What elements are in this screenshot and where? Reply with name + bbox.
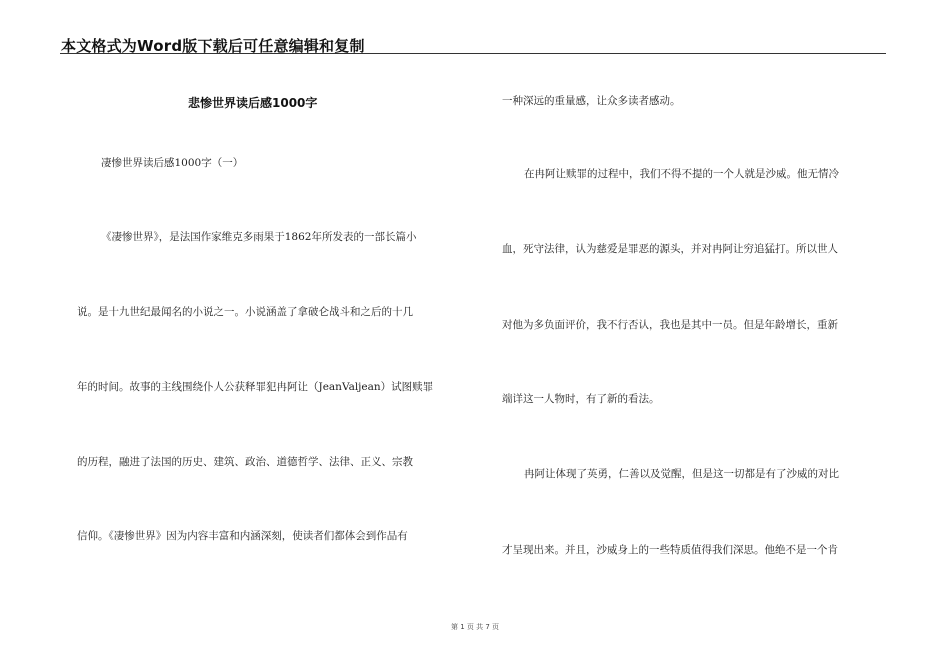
paragraph-line: 在冉阿让赎罪的过程中，我们不得不提的一个人就是沙威。他无情冷 [524,168,839,180]
paragraph-line: 说。是十九世纪最闻名的小说之一。小说涵盖了拿破仑战斗和之后的十几 [77,306,413,318]
paragraph-line: 对他为多负面评价，我不行否认，我也是其中一员。但是年龄增长，重新 [502,319,838,331]
paragraph-line: 《凄惨世界》，是法国作家维克多雨果于1862年所发表的一部长篇小 [101,231,417,243]
page-number: 第 1 页 共 7 页 [450,623,500,631]
paragraph-line: 一种深远的重量感，让众多读者感动。 [502,95,681,107]
paragraph-line: 冉阿让体现了英勇，仁善以及觉醒，但是这一切都是有了沙威的对比 [524,468,839,480]
page-header: 本文格式为Word版下载后可任意编辑和复制 [61,37,365,55]
paragraph-line: 的历程，融进了法国的历史、建筑、政治、道德哲学、法律、正义、宗教 [77,456,413,468]
paragraph-line: 端详这一人物时，有了新的看法。 [502,393,660,405]
paragraph-line: 年的时间。故事的主线围绕仆人公获释罪犯冉阿让（JeanValjean）试图赎罪 [77,381,434,393]
paragraph-line: 信仰。《凄惨世界》因为内容丰富和内涵深刻，使读者们都体会到作品有 [77,530,408,542]
header-divider [60,53,886,54]
paragraph-line: 才呈现出来。并且，沙威身上的一些特质值得我们深思。他绝不是一个肯 [502,544,838,556]
paragraph-line: 凄惨世界读后感1000字（一） [101,157,244,169]
document-title: 悲惨世界读后感1000字 [188,96,318,110]
paragraph-line: 血，死守法律，认为慈爱是罪恶的源头，并对冉阿让穷追猛打。所以世人 [502,243,838,255]
